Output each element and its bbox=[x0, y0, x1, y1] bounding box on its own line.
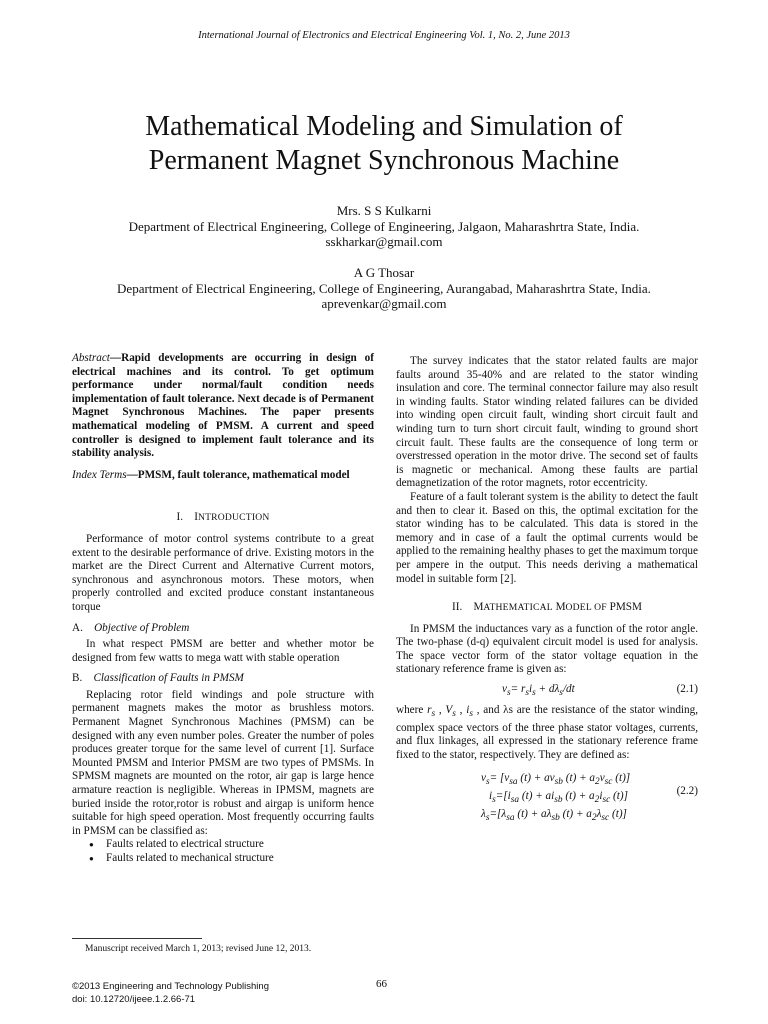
left-column bbox=[72, 352, 374, 866]
subsection-heading-classification: B. Classification of Faults in PMSM bbox=[72, 672, 244, 685]
index-terms: Index Terms—PMSM, fault tolerance, mathematical model bbox=[72, 468, 350, 481]
abstract: Abstract—Rapid developments are occurring in design of electrical machines and its control. To get optimum performance under normal/fault condition needs implementation of fault tolerance. Next decade is of Permanent Magnet Synchronous Machines. The paper presents mathematical modeling of PMSM. A current and speed controller is designed to implement fault tolerance and its stability analysis. bbox=[72, 352, 374, 460]
page-number: 66 bbox=[376, 978, 387, 990]
author-name: Mrs. S S Kulkarni bbox=[336, 203, 432, 218]
equation-2-2 bbox=[396, 771, 698, 826]
author-affiliation: Department of Electrical Engineering, College of Engineering, Aurangabad, Maharashrtra State, India. bbox=[117, 280, 651, 296]
fault-list bbox=[72, 838, 374, 865]
author-email: sskharkar@gmail.com bbox=[325, 234, 443, 249]
author-block-2 bbox=[40, 265, 728, 312]
author-block-1 bbox=[40, 203, 728, 250]
journal-header: International Journal of Electronics and Electrical Engineering Vol. 1, No. 2, June 2013 bbox=[198, 30, 570, 41]
objective-paragraph: In what respect PMSM are better and whether motor be designed from few watts to mega watt with stable operation bbox=[72, 638, 374, 664]
equation-body: $v_s= r_si_s + d\lambda_s/dt$ bbox=[502, 683, 575, 699]
footer-copyright: ©2013 Engineering and Technology Publishing doi: 10.12720/ijeee.1.2.66-71 bbox=[72, 981, 269, 1005]
author-email: aprevenkar@gmail.com bbox=[321, 296, 447, 311]
subsection-heading-objective: A. Objective of Problem bbox=[72, 621, 190, 634]
author-affiliation: Department of Electrical Engineering, College of Engineering, Jalgaon, Maharashrtra State, India. bbox=[128, 218, 640, 234]
equation-number: (2.1) bbox=[676, 683, 698, 696]
footnote: Manuscript received March 1, 2013; revised June 12, 2013. bbox=[85, 944, 312, 954]
list-item: ● Faults related to electrical structure bbox=[72, 838, 374, 852]
intro-paragraph: Performance of motor control systems contribute to a great extent to the desirable performance of drive. Existing motors in the market are the Direct Current and Alternative Current motors, synchronous and asynchronous motors. These motors, when properly controlled and excited produce constant instantaneous torque bbox=[72, 532, 374, 613]
model-paragraph: In PMSM the inductances vary as a function of the rotor angle. The two-phase (d-q) equivalent circuit model is used for analysis. The space vector form of the stator voltage equation in the stationary reference frame is given as: bbox=[396, 622, 698, 676]
equation-body: $v_s= [v_{sa}$ $(t) + av_{sb}$ $(t) + a_2v_{sc}$ (t)] $i_s=[i_{sa}$ $(t) + ai_{sb}$ $(t) + a_2i_{sc}$ (t)] $\lambda_s=[\lambda_{sa}$ $(t) + a\lambda_{sb}$ $(t) + a_2\lambda_{sc}$ (t)] bbox=[481, 771, 631, 824]
section-heading-mathematical-model: II. MATHEMATICAL MODEL OF PMSM bbox=[452, 601, 642, 614]
classification-paragraph: Replacing rotor field windings and pole structure with permanent magnets makes the motor as brushless motors. Permanent Magnet Synchronous Machines (PMSM) can be designed with any even number poles. Greater the number of poles produces greater torque for the same level of current [1]. Surface Mounted PMSM and Interior PMSM are two types of PMSMs. In SPMSM magnets are mounted on the rotor, air gap is large hence armature reaction is negligible. Whereas in IPMSM, magnets are buried inside the rotor,rotor is robust and airgap is uniform hence suitable for high speed operation. Most frequently occurring faults in PMSM can be classified as: bbox=[72, 688, 374, 837]
fault-tolerant-paragraph: Feature of a fault tolerant system is the ability to detect the fault and then to clear it. Based on this, the optimal excitation for the stator winding has to be calculated. This data is stored in the memory and in case of a fault the optimal currents would be applied to the remaining healthy phases to get the maximum torque per ampere in the output. This needs deriving a mathematical model in suitable form [2]. bbox=[396, 490, 698, 585]
abstract-label: Abstract bbox=[72, 352, 110, 364]
equation-number: (2.2) bbox=[676, 784, 698, 797]
equation-2-1 bbox=[396, 683, 698, 698]
title-line-2: Permanent Magnet Synchronous Machine bbox=[148, 145, 620, 176]
paper-title bbox=[40, 110, 728, 178]
right-column bbox=[396, 355, 698, 825]
survey-paragraph: The survey indicates that the stator related faults are major faults around 35-40% and are related to the stator winding insulation and core. The terminal connector failure may also result in winding faults. Stator winding related failures can be divided into winding open circuit fault, winding short circuit fault and winding turn to turn short circuit fault, winding to ground short circuit fault. These faults are the consequence of long term or overstressed operation in the motor drive. The second set of faults is magnetic or mechanical. Among these faults are partial demagnetization of the rotor magnets, rotor eccentricity. bbox=[396, 355, 698, 490]
where-paragraph: where $r_s$ , $V_s$ , $i_s$ , and λs are the resistance of the stator winding, complex space vectors of the three phase stator voltages, currents, and flux linkages, all expressed in the stationary reference frame fixed to the stator, respectively. They are defined as: bbox=[396, 704, 699, 762]
list-item: ● Faults related to mechanical structure bbox=[72, 852, 374, 866]
footnote-divider bbox=[72, 938, 202, 939]
index-terms-label: Index Terms bbox=[72, 468, 127, 481]
title-line-1: Mathematical Modeling and Simulation of bbox=[145, 111, 623, 142]
author-name: A G Thosar bbox=[353, 265, 415, 280]
section-heading-introduction: I. INTRODUCTION bbox=[176, 511, 270, 524]
